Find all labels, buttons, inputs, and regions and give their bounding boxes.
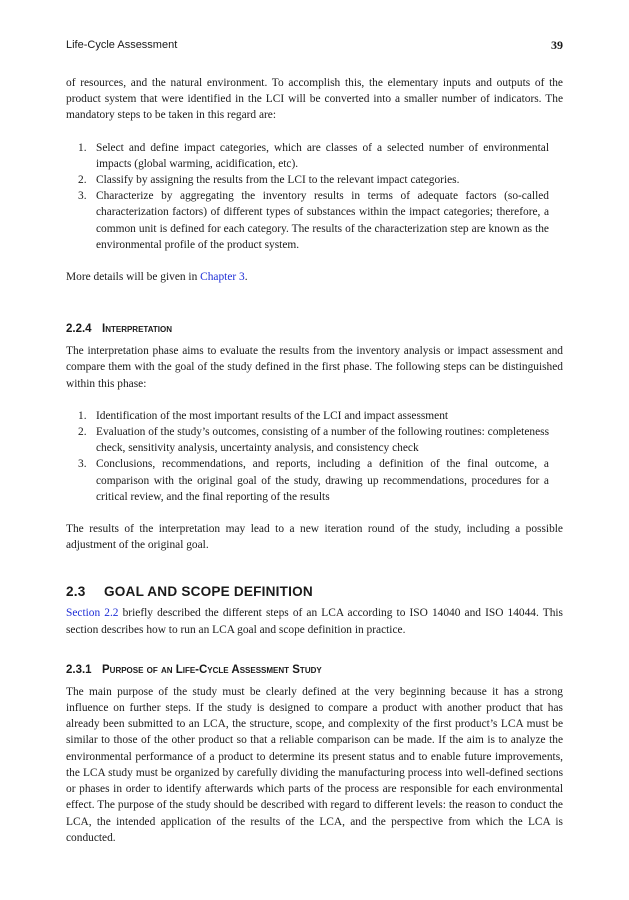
list-text: Characterize by aggregating the inventory results in terms of adequate factors (so-called characterization factors) of different types of substances within the impact categories; therefore, a common unit is defined for each category. The results of the characterization step are known as the environmental profile of the product system.	[96, 190, 549, 251]
list-item	[66, 408, 563, 424]
list-text: Identification of the most important results of the LCI and impact assessment	[96, 409, 449, 422]
chapter-3-link[interactable]: Chapter 3	[200, 271, 245, 284]
goal-scope-paragraph	[66, 605, 563, 637]
list-number: 3.	[78, 458, 87, 471]
section-title: Interpretation	[102, 323, 173, 336]
interpretation-heading	[66, 321, 563, 337]
section-number: 2.3	[66, 584, 86, 600]
list-number: 2.	[78, 426, 87, 439]
interpretation-paragraph: The interpretation phase aims to evaluate the results from the inventory analysis or impact assessment and compare them with the goal of the study defined in the first phase. The following steps can be distinguished within this phase:	[66, 345, 563, 390]
section-title: Purpose of an Life-Cycle Assessment Study	[102, 663, 322, 676]
goal-scope-heading	[66, 583, 563, 601]
interpretation-steps-list	[66, 408, 563, 505]
goal-scope-text: briefly described the different steps of an LCA according to ISO 14040 and ISO 14044. This section describes how to run an LCA goal and scope definition in practice.	[66, 607, 563, 636]
interpretation-closing: The results of the interpretation may lead to a new iteration round of the study, including a possible adjustment of the original goal.	[66, 523, 563, 552]
section-number: 2.3.1	[66, 663, 92, 676]
purpose-paragraph: The main purpose of the study must be clearly defined at the very beginning because it has a strong influence on further steps. If the study is designed to compare a product with another product that has already been submitted to an LCA, the structure, scope, and complexity of the first product’s LCA must be similar to those of the other product so that a reliable comparison can be made. If the aim is to analyze the environmental performance of a product to determine its present status and to enable future improvements, the LCA study must be organized by carefully dividing the manufacturing process into well-defined sections or phases in order to identify afterwards which parts of the process are responsible for each environmental effect. The purpose of the study should be described with regard to different levels: the reason to conduct the LCA, the intended application of the results of the LCA, and the perspective from which the LCA is conducted.	[66, 685, 563, 844]
intro-paragraph: of resources, and the natural environment. To accomplish this, the elementary inputs and outputs of the product system that were identified in the LCI will be converted into a smaller number of indicators. The mandatory steps to be taken in this regard are:	[66, 77, 563, 122]
list-text: Select and define impact categories, which are classes of a selected number of environmental impacts (global warming, acidification, etc).	[96, 141, 549, 170]
list-text: Evaluation of the study’s outcomes, consisting of a number of the following routines: completeness check, sensitivity analysis, uncertainty analysis, and consistency check	[96, 426, 550, 455]
list-number: 3.	[78, 190, 87, 203]
running-title: Life-Cycle Assessment	[66, 39, 178, 51]
list-number: 2.	[78, 174, 87, 187]
section-title: GOAL AND SCOPE DEFINITION	[104, 584, 313, 600]
running-header	[66, 37, 563, 55]
more-details-text: More details will be given in	[66, 271, 201, 284]
more-details-paragraph	[66, 269, 563, 285]
impact-steps-list	[66, 140, 563, 253]
document-page	[66, 37, 563, 846]
list-item	[66, 456, 563, 505]
more-details-end: .	[244, 271, 248, 284]
section-number: 2.2.4	[66, 323, 92, 336]
list-number: 1.	[78, 409, 87, 422]
section-2-2-link[interactable]: Section 2.2	[66, 607, 119, 620]
list-item	[66, 424, 563, 456]
list-text: Classify by assigning the results from the LCI to the relevant impact categories.	[96, 174, 460, 187]
list-item	[66, 140, 563, 172]
page-number: 39	[551, 38, 563, 52]
list-item	[66, 188, 563, 253]
list-item	[66, 172, 563, 188]
list-text: Conclusions, recommendations, and reports, including a definition of the final outcome, a comparison with the original goal of the study, drawing up recommendations, procedures for a critical review, and the final reporting of the results	[96, 458, 549, 503]
list-number: 1.	[78, 141, 87, 154]
purpose-heading	[66, 662, 563, 678]
